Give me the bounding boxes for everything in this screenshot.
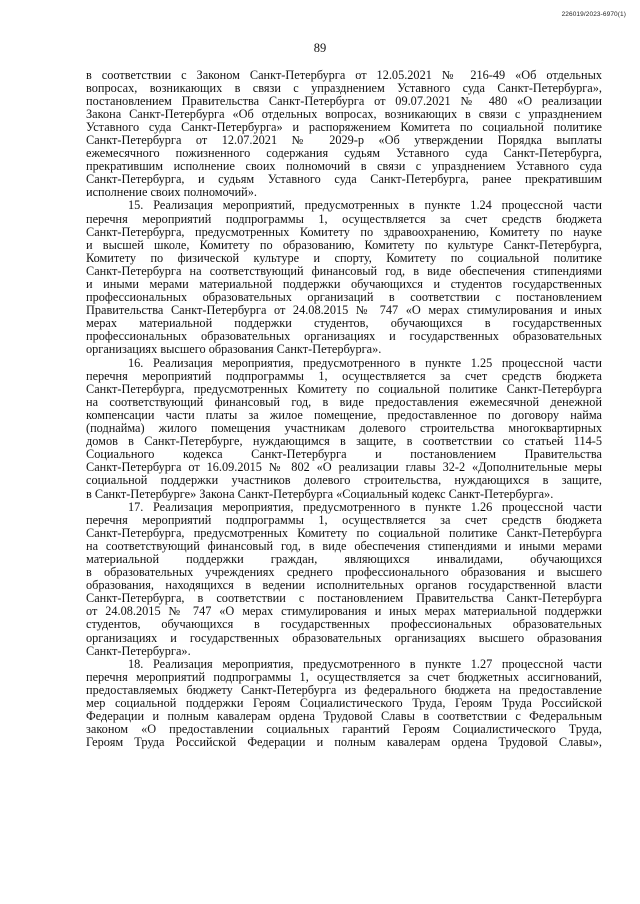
text-line: законом «О предоставлении социальных гарантий Героям Социалистического Труда, [86,723,602,737]
text-line: перечня мероприятий подпрограммы 1, осуществляется за счет средств бюджета [86,369,602,383]
text-line: Санкт-Петербурга, предусмотренных Комитету по социальной политике Санкт-Петербурга [86,526,602,540]
text-line: домов в Санкт-Петербурге, нуждающимся в защите, в соответствии со статьей 114-5 [86,435,602,449]
text-line: Санкт-Петербурга, и судьям Уставного суда Санкт-Петербурга, ранее прекратившим [86,173,602,187]
text-line: Комитету по физической культуре и спорту, Комитету по социальной политике [86,251,602,265]
text-line: студентов, обучающихся в государственных профессиональных образовательных [86,618,602,632]
text-line: перечня мероприятий подпрограммы 1, осуществляется за счет бюджетных ассигнований, [86,670,602,684]
text-line: Санкт-Петербурга». [86,644,191,658]
text-line: профессиональных образовательных организациях и государственных образовательных [86,330,602,344]
text-line: 17. Реализация мероприятия, предусмотренного в пункте 1.26 процессной части [128,500,602,514]
text-line: 15. Реализация мероприятий, предусмотренных в пункте 1.24 процессной части [128,199,602,213]
paragraph [86,69,602,200]
text-line: ежемесячного пожизненного содержания судьям Уставного суда Санкт-Петербурга, [86,147,602,161]
text-line: Закона Санкт-Петербурга «Об отдельных вопросах, возникающих в связи с упразднением [86,107,602,121]
document-id: 226019/2023-6970(1) [561,11,626,18]
text-line: социальной поддержки участников долевого строительства, нуждающихся в защите, [86,474,602,488]
text-line: Санкт-Петербурга, предусмотренных Комитету по социальной политике Санкт-Петербурга [86,382,602,396]
text-line: организациях и государственных образовательных организациях высшего образования [86,631,602,645]
text-line: Санкт-Петербурга, в соответствии с постановлением Правительства Санкт-Петербурга [86,592,602,606]
text-line: 16. Реализация мероприятия, предусмотренного в пункте 1.25 процессной части [128,356,602,370]
text-line: прекратившим исполнение своих полномочий в связи с упразднением Уставного суда [86,160,602,174]
text-line: перечня мероприятий подпрограммы 1, осуществляется за счет средств бюджета [86,212,602,226]
text-line: (поднайма) жилого помещения участникам долевого строительства многоквартирных [86,422,602,436]
text-line: Правительства Санкт-Петербурга от 24.08.2015 № 747 «О мерах стимулирования и иных [86,304,602,318]
text-line: предоставляемых бюджету Санкт-Петербурга из федерального бюджета на предоставление [86,683,602,697]
text-line: перечня мероприятий подпрограммы 1, осуществляется за счет средств бюджета [86,513,602,527]
text-line: материальной поддержки граждан, являющихся инвалидами, обучающихся [86,552,602,566]
text-line: на соответствующий финансовый год, в виде обеспечения стипендиями и иными мерами [86,539,602,553]
text-line: в образовательных учреждениях среднего профессионального образования и высшего [86,566,602,580]
paragraph [86,199,602,356]
text-line: мерах материальной поддержки студентов, обучающихся в государственных [86,317,602,331]
text-line: Социального кодекса Санкт-Петербурга и постановлением Правительства [86,448,602,462]
text-line: на соответствующий финансовый год, в виде предоставления ежемесячной денежной [86,395,602,409]
text-line: и высшей школе, Комитету по образованию, Комитету по культуре Санкт-Петербурга, [86,238,602,252]
text-line: Санкт-Петербурга на соответствующий финансовый год, в виде обеспечения стипендиями [86,264,602,278]
text-line: вопросах, возникающих в связи с упразднением Уставного суда Санкт-Петербурга», [86,81,602,95]
text-line: в соответствии с Законом Санкт-Петербурга от 12.05.2021 № 216-49 «Об отдельных [86,68,602,82]
paragraph [86,357,602,501]
text-line: исполнение своих полномочий». [86,186,257,200]
text-line: образования, находящихся в ведении исполнительных органов государственной власти [86,579,602,593]
page-number: 89 [313,41,327,55]
text-line: Санкт-Петербурга, предусмотренных Комитету по здравоохранению, Комитету по науке [86,225,602,239]
text-line: от 24.08.2015 № 747 «О мерах стимулирования и иных мерах материальной поддержки [86,605,602,619]
text-line: Уставного суда Санкт-Петербурга» и распоряжением Комитета по социальной политике [86,120,602,134]
text-line: Санкт-Петербурга от 16.09.2015 № 802 «О реализации главы 32-2 «Дополнительные меры [86,461,602,475]
text-line: организациях высшего образования Санкт-Петербурга». [86,343,382,357]
text-line: в Санкт-Петербурге» Закона Санкт-Петербурга «Социальный кодекс Санкт-Петербурга». [86,487,554,501]
text-line: 18. Реализация мероприятия, предусмотренного в пункте 1.27 процессной части [128,657,602,671]
text-line: профессиональных образовательных организаций в соответствии с постановлением [86,291,602,305]
body-text [86,69,602,750]
text-line: Санкт-Петербурга от 12.07.2021 № 2029-р «Об утверждении Порядка выплаты [86,133,602,147]
paragraph [86,501,602,658]
text-line: Федерации и полным кавалерам ордена Трудовой Славы в соответствии с Федеральным [86,710,602,724]
text-line: компенсации части платы за жилое помещение, предоставленное по договору найма [86,408,602,422]
text-line: и иными мерами материальной поддержки обучающихся и студентов государственных [86,278,602,291]
text-line: мер социальной поддержки Героям Социалистического Труда, Героям Труда Российской [86,697,602,710]
paragraph [86,658,602,750]
text-line: постановлением Правительства Санкт-Петербурга от 09.07.2021 № 480 «О реализации [86,94,602,108]
text-line: Героям Труда Российской Федерации и полным кавалерам ордена Трудовой Славы», [86,736,602,750]
